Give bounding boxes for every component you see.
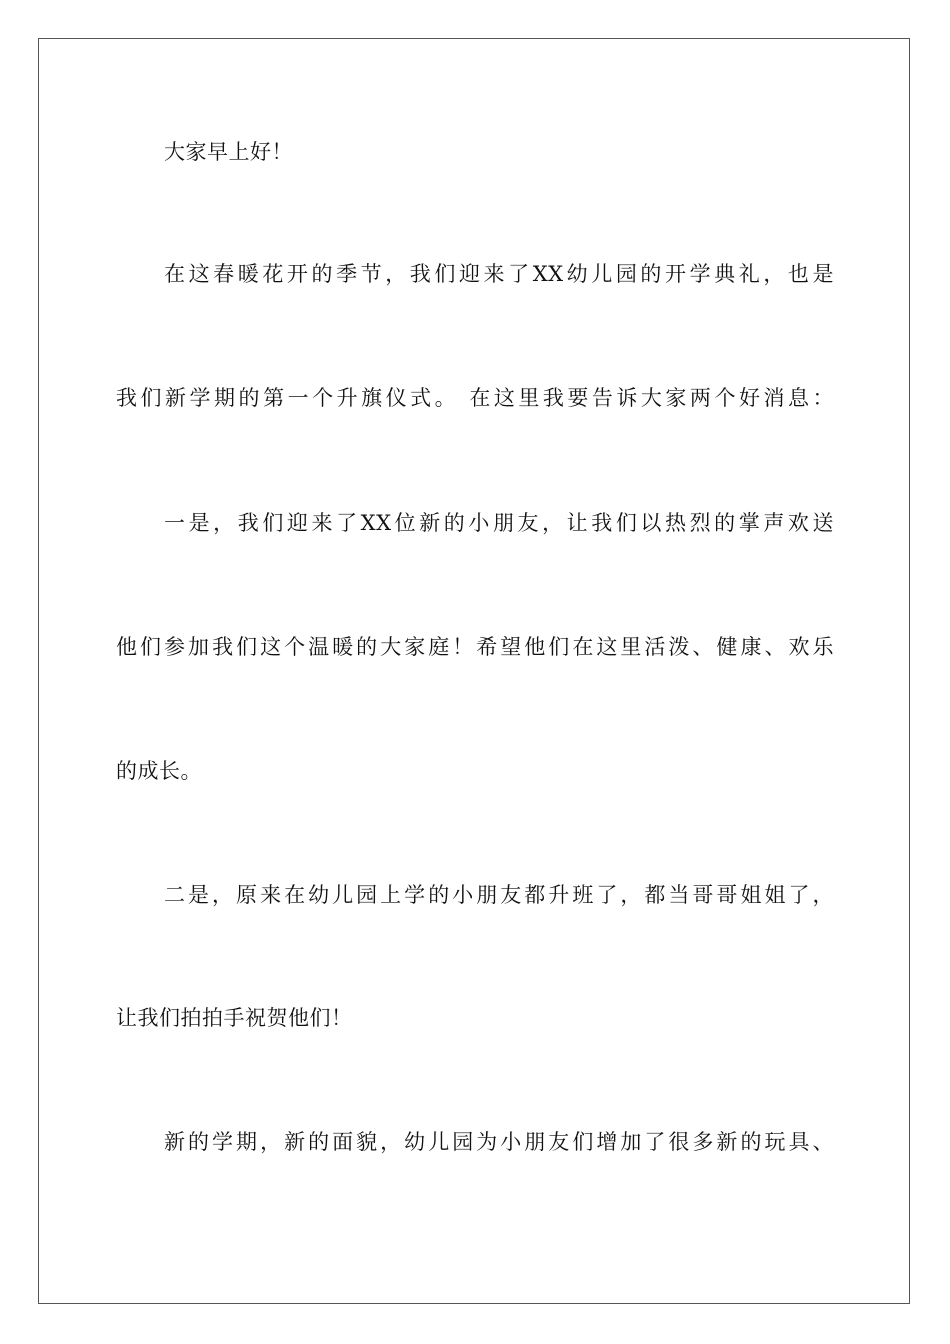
page-frame [38, 38, 910, 1304]
paragraph-2-line-2: 他们参加我们这个温暖的大家庭！希望他们在这里活泼、健康、欢乐 [116, 635, 834, 659]
paragraph-2-line-1: 一是，我们迎来了XX位新的小朋友，让我们以热烈的掌声欢送 [164, 511, 834, 535]
greeting-line: 大家早上好！ [164, 140, 293, 164]
paragraph-1-line-2: 我们新学期的第一个升旗仪式。 在这里我要告诉大家两个好消息： [116, 386, 834, 410]
paragraph-1-line-1: 在这春暖花开的季节，我们迎来了XX幼儿园的开学典礼，也是 [164, 262, 834, 286]
paragraph-4-line-1: 新的学期，新的面貌，幼儿园为小朋友们增加了很多新的玩具、 [164, 1130, 834, 1154]
paragraph-3-line-2: 让我们拍拍手祝贺他们！ [116, 1006, 353, 1030]
paragraph-3-line-1: 二是，原来在幼儿园上学的小朋友都升班了，都当哥哥姐姐了， [164, 883, 834, 907]
paragraph-2-line-3: 的成长。 [116, 759, 202, 783]
